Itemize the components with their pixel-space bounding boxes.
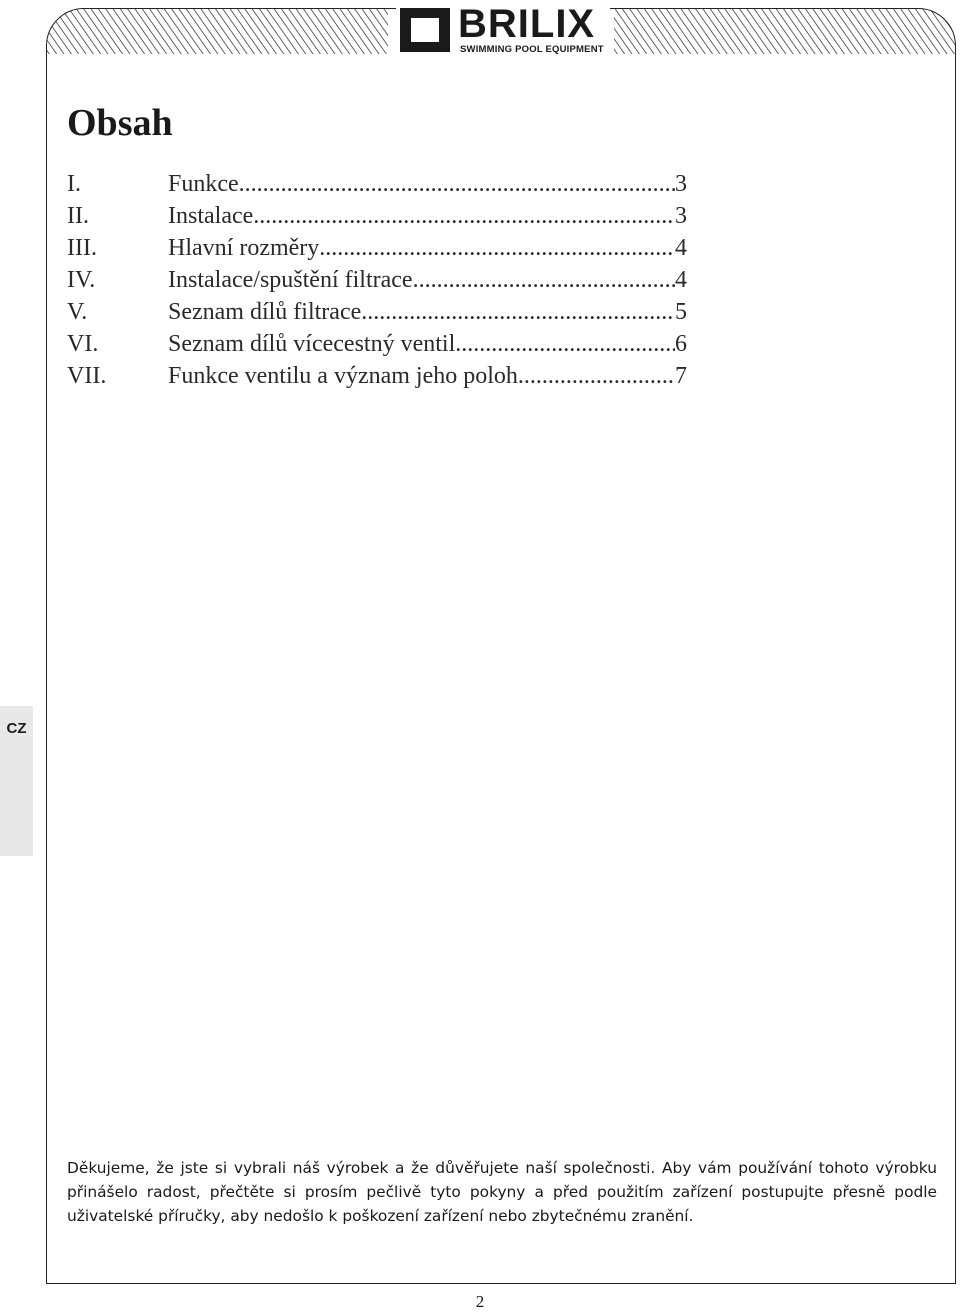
- toc-item-7[interactable]: [67, 360, 687, 392]
- toc-item-number: IV.: [67, 267, 96, 293]
- toc-item-title: Instalace: [168, 203, 254, 229]
- page-number: 2: [475, 1292, 485, 1311]
- toc-item-4[interactable]: [67, 264, 687, 296]
- intro-paragraph: Děkujeme, že jste si vybrali náš výrobek a že důvěřujete naší společnosti. Aby vám používání tohoto výrobku přinášelo radost, přečtěte si prosím pečlivě tyto pokyny a před použitím zařízení postupujte přesně podle uživatelské příručky, aby nedošlo k poškození zařízení nebo zbytečnému zranění.: [67, 1159, 937, 1225]
- header-hatch-left: [46, 8, 388, 54]
- toc-item-number: II.: [67, 203, 89, 229]
- toc-item-title: Instalace/spuštění filtrace: [168, 267, 413, 293]
- toc-item-1[interactable]: [67, 168, 687, 200]
- brand-name: BRILIX: [458, 2, 596, 46]
- toc-item-page: 6: [675, 331, 687, 357]
- toc-item-number: V.: [67, 299, 88, 325]
- toc-item-title: Seznam dílů filtrace: [168, 299, 362, 325]
- toc-item-2[interactable]: [67, 200, 687, 232]
- toc-leader-dots: [455, 328, 675, 360]
- toc-leader-dots: [239, 168, 675, 200]
- toc-item-3[interactable]: [67, 232, 687, 264]
- language-tab: [0, 706, 33, 856]
- toc-item-6[interactable]: [67, 328, 687, 360]
- toc-item-number: III.: [67, 235, 97, 261]
- toc-leader-dots: [319, 232, 675, 264]
- brand-mark-icon: [400, 8, 450, 52]
- toc-item-page: 3: [675, 203, 687, 229]
- brand-tagline: SWIMMING POOL EQUIPMENT: [460, 44, 604, 55]
- toc-item-5[interactable]: [67, 296, 687, 328]
- toc-leader-dots: [361, 296, 675, 328]
- toc-leader-dots: [413, 264, 675, 296]
- toc-item-page: 4: [675, 235, 687, 261]
- toc-item-page: 5: [675, 299, 687, 325]
- toc-item-number: VI.: [67, 331, 99, 357]
- toc-item-title: Funkce: [168, 171, 239, 197]
- brand-logo: [396, 2, 610, 58]
- page-title: Obsah: [67, 102, 173, 144]
- toc-item-number: I.: [67, 171, 81, 197]
- toc-item-title: Funkce ventilu a význam jeho poloh: [168, 363, 518, 389]
- language-tab-label: CZ: [6, 720, 27, 737]
- toc-item-page: 7: [675, 363, 687, 389]
- header-hatch-right: [614, 8, 956, 54]
- toc-item-page: 4: [675, 267, 687, 293]
- table-of-contents: [67, 168, 687, 392]
- toc-leader-dots: [253, 200, 675, 232]
- toc-leader-dots: [518, 360, 675, 392]
- toc-item-title: Hlavní rozměry: [168, 235, 320, 261]
- toc-item-page: 3: [675, 171, 687, 197]
- toc-item-title: Seznam dílů vícecestný ventil: [168, 331, 456, 357]
- toc-item-number: VII.: [67, 363, 107, 389]
